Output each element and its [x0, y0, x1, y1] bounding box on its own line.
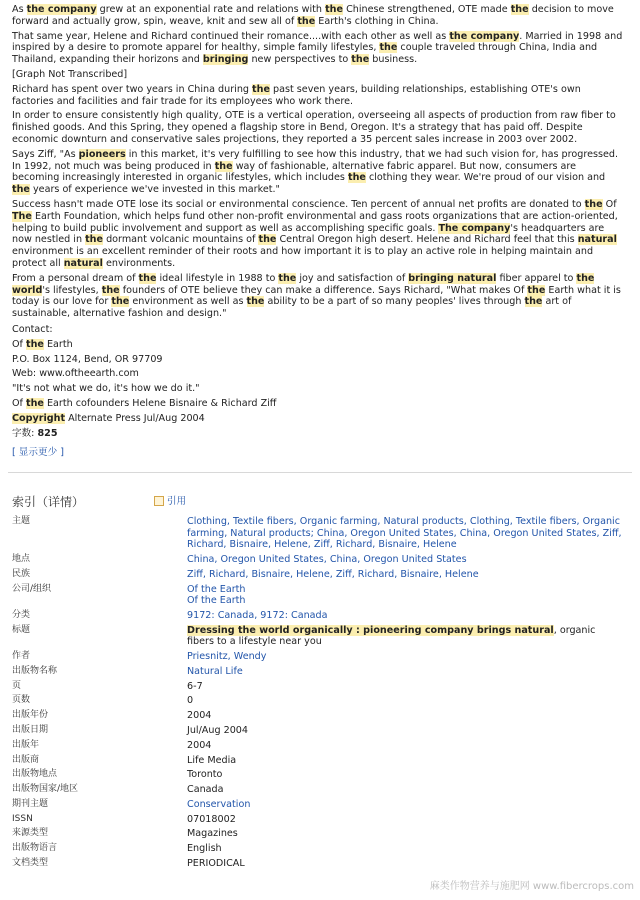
text-run: founders of OTE believe they can make a difference. Says Richard, "What makes Of: [119, 284, 528, 296]
text-run: Magazines: [187, 828, 238, 840]
field-row: [12, 755, 622, 767]
search-highlight: Dressing the world organically : pioneering company brings natural: [187, 624, 554, 636]
text-run: Earth what it is today is our love for: [12, 284, 621, 308]
text-run: Richard has spent over two years in China during: [12, 83, 253, 95]
field-label: 页: [12, 680, 22, 691]
search-highlight: The: [12, 210, 32, 222]
field-value: [187, 740, 622, 752]
text-run: Says Ziff, "As: [12, 148, 79, 160]
field-label: 分类: [12, 609, 31, 620]
search-highlight: bringing: [202, 54, 249, 66]
field-label: 页数: [12, 695, 31, 706]
article-paragraph-2: [12, 31, 624, 66]
field-value: [187, 784, 622, 796]
cofounders-line: [12, 397, 624, 412]
show-less-link[interactable]: [ 显示更少 ]: [12, 447, 64, 459]
contact-name: [12, 338, 624, 353]
text-run: environments.: [102, 257, 176, 269]
search-highlight: the: [85, 234, 104, 246]
article-paragraph-7: [12, 273, 624, 320]
text-run: ability to be a part of so many peoples' lives through: [264, 296, 525, 308]
text-run: 9172: Canada, 9172: Canada: [187, 609, 328, 621]
field-value: [187, 695, 622, 707]
search-highlight: the company: [449, 30, 520, 42]
field-value: [187, 681, 622, 693]
field-row: [12, 695, 622, 707]
text-run: way of fashionable, alternative fabric apparel. But now, consumers are becoming increasingly interested in organic lifestyles, which includes: [12, 160, 577, 184]
search-highlight: the: [246, 296, 265, 308]
field-label: 公司/组织: [12, 583, 52, 594]
article-body: [12, 4, 624, 458]
text-run: past seven years, building relationships, establishing OTE's own factories and facilities and fair trade for its employees who work there.: [12, 83, 581, 107]
search-highlight: the: [527, 284, 546, 296]
search-highlight: the: [25, 338, 44, 350]
word-count: [12, 427, 624, 442]
text-run: 07018002: [187, 813, 236, 825]
field-value-link[interactable]: [187, 516, 622, 551]
text-run: Earth: [43, 338, 73, 350]
copyright-line: [12, 412, 624, 427]
text-run: Earth Foundation, which helps fund other non-profit environmental and gass roots organizations that are action-oriented, helping to build public involvement and support as well as accomplishing specific goals.: [12, 210, 618, 234]
text-run: Chinese strengthened, OTE made: [343, 4, 511, 15]
text-run: Central Oregon high desert. Helene and Richard feel that this: [276, 234, 578, 246]
text-run: 2004: [187, 739, 212, 751]
section-divider: [8, 472, 632, 473]
text-run: Of: [12, 338, 26, 350]
cite-label: 引用: [167, 496, 187, 507]
field-row: [12, 858, 622, 870]
field-value: [187, 769, 622, 781]
text-run: Of the Earth: [187, 595, 246, 607]
text-run: Success hasn't made OTE lose its social or environmental conscience. Ten percent of annual net profits are donated to: [12, 198, 585, 210]
field-row: [12, 516, 622, 551]
field-value-link[interactable]: [187, 799, 622, 811]
contact-address: P.O. Box 1124, Bend, OR 97709: [12, 353, 163, 365]
field-row: [12, 784, 622, 796]
field-label: 民族: [12, 568, 31, 579]
text-run: clothing they wear. We're proud of our vision and: [365, 172, 606, 184]
text-run: business.: [369, 54, 418, 66]
word-count-label: 字数:: [12, 427, 38, 439]
article-paragraph-1: [12, 4, 624, 28]
field-value: [187, 828, 622, 840]
search-highlight: natural: [63, 257, 103, 269]
field-label: 出版商: [12, 754, 40, 765]
field-row: [12, 725, 622, 737]
text-run: 's headquarters are now nestled in: [12, 222, 605, 246]
index-fields: [12, 516, 622, 873]
text-run: grew at an exponential rate and relations with: [96, 4, 326, 15]
text-run: joy and satisfaction of: [296, 272, 409, 284]
article-paragraph-3: [12, 84, 624, 108]
text-run: Earth's clothing in China.: [315, 15, 439, 27]
search-highlight: the: [524, 296, 543, 308]
text-run: years of experience we've invested in this market.": [29, 184, 280, 196]
text-run: Of: [602, 198, 617, 210]
field-row: [12, 814, 622, 826]
field-value-link[interactable]: [187, 569, 622, 581]
text-run: In order to ensure consistently high quality, OTE is a vertical operation, overseeing all aspects of production from raw fiber to finished goods. And this Spring, they opened a flagship store in Bend, Oregon. It's a strategy that has paid off. Despite economic downturn and conservative sales projections, they reported a 35 percent sales increase in 2003 over 2002.: [12, 110, 616, 145]
field-label: 出版年: [12, 739, 40, 750]
field-row: [12, 554, 622, 566]
field-row: [12, 569, 622, 581]
field-value: [187, 725, 622, 737]
search-highlight: the: [379, 42, 398, 54]
text-run: 0: [187, 695, 194, 707]
field-value-link[interactable]: [187, 651, 622, 663]
field-value-link[interactable]: [187, 584, 622, 607]
field-row: [12, 843, 622, 855]
search-highlight: Copyright: [12, 412, 66, 424]
search-highlight: the company: [26, 4, 97, 15]
field-value-link[interactable]: [187, 610, 622, 622]
text-run: dormant volcanic mountains of: [103, 234, 259, 246]
text-run: Jul/Aug 2004: [187, 724, 249, 736]
field-value: [187, 625, 622, 648]
text-run: Alternate Press Jul/Aug 2004: [65, 412, 205, 424]
search-highlight: the: [111, 296, 130, 308]
text-run: . Married in 1998 and inspired by a desire to promote apparel for healthy, simple family lifestyles,: [12, 30, 623, 54]
text-run: couple traveled through China, India and Thailand, expanding their horizons and: [12, 42, 598, 66]
field-row: [12, 740, 622, 752]
text-run: Earth cofounders Helene Bisnaire & Richard Ziff: [43, 397, 277, 409]
text-run: Conservation: [187, 798, 251, 810]
search-highlight: The company: [438, 222, 511, 234]
field-row: [12, 666, 622, 678]
field-row: [12, 584, 622, 607]
text-run: Clothing, Textile fibers, Organic farming, Natural products, Clothing, Textile fibers, Organic farming, Natural products; China, Oregon United States, China, Oregon United States, Ziff, Richard, Bisnaire, Helene, Ziff, Richard, Bisnaire, Helene: [187, 516, 622, 551]
search-highlight: natural: [577, 234, 617, 246]
article-paragraph-6: [12, 199, 624, 270]
text-run: Of the Earth: [187, 583, 246, 595]
field-row: [12, 681, 622, 693]
field-label: 主题: [12, 516, 31, 526]
field-label: 出版年份: [12, 710, 49, 721]
field-label: 出版物国家/地区: [12, 784, 79, 795]
text-run: fiber apparel to: [496, 272, 577, 284]
search-highlight: the: [12, 184, 30, 196]
text-run: 6-7: [187, 680, 203, 692]
field-label: 标题: [12, 624, 31, 635]
field-value-link[interactable]: [187, 666, 622, 678]
search-highlight: the: [278, 272, 297, 284]
field-label: 地点: [12, 553, 31, 564]
article-paragraph-5: [12, 149, 624, 196]
field-value: [187, 710, 622, 722]
text-run: ideal lifestyle in 1988 to: [156, 272, 279, 284]
article-paragraph-4: [12, 110, 624, 145]
contact-web: Web: www.oftheearth.com: [12, 368, 139, 380]
field-row: [12, 769, 622, 781]
text-run: art of sustainable, alternative fashion and design.": [12, 296, 572, 320]
text-run: , organic fibers to a lifestyle near you: [187, 624, 596, 648]
text-run: environment is an excellent reminder of their roots and how important it is to play an active role in helping maintain and protect all: [12, 246, 594, 269]
cite-icon: [154, 496, 164, 506]
text-run: PERIODICAL: [187, 858, 245, 869]
search-highlight: the: [258, 234, 277, 246]
text-run: As: [12, 4, 27, 15]
field-value-link[interactable]: [187, 554, 622, 566]
text-run: Canada: [187, 784, 224, 796]
text-run: 's lifestyles,: [42, 284, 102, 296]
text-run: Ziff, Richard, Bisnaire, Helene, Ziff, Richard, Bisnaire, Helene: [187, 568, 479, 580]
text-run: Priesnitz, Wendy: [187, 651, 267, 663]
search-highlight: the: [101, 284, 120, 296]
search-highlight: the: [351, 54, 370, 66]
text-run: in this market, it's very fulfilling to see how this industry, that we had such vision for, has progressed. In 1992, not much was being produced in: [12, 148, 619, 172]
text-run: Life Media: [187, 754, 237, 766]
field-label: ISSN: [12, 813, 33, 824]
text-run: Toronto: [187, 769, 223, 781]
graph-note: [Graph Not Transcribed]: [12, 68, 128, 80]
search-highlight: the: [584, 198, 603, 210]
text-run: Natural Life: [187, 665, 243, 677]
field-value: [187, 843, 622, 855]
field-label: 文档类型: [12, 858, 49, 868]
text-run: environment as well as: [129, 296, 247, 308]
field-row: [12, 710, 622, 722]
word-count-value: 825: [37, 427, 58, 439]
text-run: China, Oregon United States, China, Oregon United States: [187, 553, 467, 565]
field-label: 来源类型: [12, 828, 49, 839]
field-row: [12, 651, 622, 663]
text-run: decision to move forward and actually grow, spin, weave, knit and sew all of: [12, 4, 614, 27]
field-label: 出版日期: [12, 724, 49, 735]
site-watermark: 麻类作物营养与施肥网 www.fibercrops.com: [429, 881, 634, 892]
field-row: [12, 799, 622, 811]
text-run: That same year, Helene and Richard continued their romance....with each other as well as: [12, 30, 450, 42]
index-title: 索引（详情）: [12, 495, 85, 509]
search-highlight: pioneers: [78, 148, 126, 160]
field-value: [187, 858, 622, 870]
text-run: English: [187, 843, 222, 855]
field-value: [187, 755, 622, 767]
search-highlight: the: [25, 397, 44, 409]
search-highlight: the: [510, 4, 529, 15]
field-label: 出版物名称: [12, 665, 58, 676]
motto-quote: "It's not what we do, it's how we do it.": [12, 383, 200, 395]
search-highlight: the: [252, 83, 270, 95]
field-label: 作者: [12, 651, 31, 662]
search-highlight: the: [347, 172, 366, 184]
search-highlight: the: [297, 15, 316, 27]
field-label: 期刊主题: [12, 798, 49, 809]
field-row: [12, 610, 622, 622]
text-run: new perspectives to: [248, 54, 352, 66]
text-run: 2004: [187, 710, 212, 722]
search-highlight: the world: [12, 272, 595, 296]
index-header: [12, 491, 632, 510]
field-row: [12, 625, 622, 648]
search-highlight: the: [138, 272, 157, 284]
cite-button[interactable]: [154, 493, 186, 507]
search-highlight: the: [325, 4, 344, 15]
field-row: [12, 828, 622, 840]
text-run: From a personal dream of: [12, 272, 139, 284]
search-highlight: the: [214, 160, 233, 172]
field-label: 出版物语言: [12, 843, 58, 854]
field-value: [187, 814, 622, 826]
text-run: Of: [12, 397, 26, 409]
search-highlight: bringing natural: [408, 272, 497, 284]
contact-label: Contact:: [12, 323, 53, 335]
field-label: 出版物地点: [12, 769, 58, 780]
